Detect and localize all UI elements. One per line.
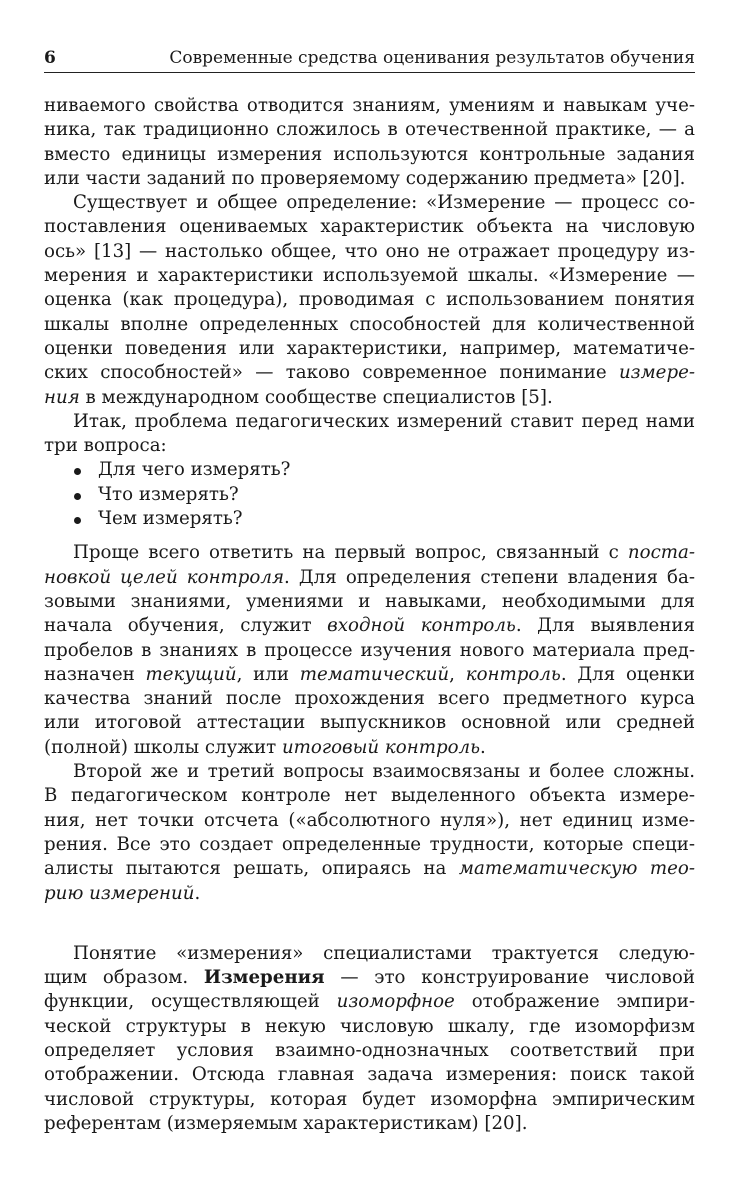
- text-line: отображении. Отсюда главная задача измерения: поиск такой: [44, 1064, 695, 1086]
- text-line: Существует и общее определение: «Измерение — процесс со-: [73, 192, 695, 214]
- text-line: числовой структуры, которая будет изоморфна эмпирическим: [44, 1088, 695, 1110]
- list-item: [44, 458, 695, 482]
- italic-term: ния: [44, 386, 80, 408]
- paragraph-5: [44, 760, 695, 906]
- text-run: — это конструирование числовой: [324, 967, 695, 989]
- text-line: шкалы вполне определенных способностей для количественной: [44, 313, 695, 335]
- paragraph-4: [44, 541, 695, 760]
- text-run: . Для выявления: [515, 615, 695, 637]
- text-line: [44, 566, 695, 590]
- running-title: Современные средства оценивания результатов обучения: [169, 48, 695, 68]
- text-line: ния, нет точки отсчета («абсолютного нуля»), нет единиц изме-: [44, 809, 695, 831]
- text-line: [44, 361, 695, 385]
- text-line: [44, 663, 695, 687]
- italic-term: измере-: [618, 362, 695, 384]
- text-line: [44, 857, 695, 881]
- paragraph-2: [44, 191, 695, 410]
- text-line: поставления оцениваемых характеристик объекта на числовую: [44, 216, 695, 238]
- text-run: алисты пытаются решать, опираясь на: [44, 858, 459, 880]
- text-line: определяет условия взаимно-однозначных соответствий при: [44, 1039, 695, 1061]
- text-line: Итак, проблема педагогических измерений ставит перед нами: [73, 410, 695, 432]
- text-line: [44, 966, 695, 990]
- text-run: . Для определения степени владения ба-: [284, 566, 695, 588]
- text-run: функции, осуществляющей: [44, 991, 337, 1013]
- text-run: Проще всего ответить на первый вопрос, связанный с: [73, 542, 628, 564]
- running-header: [44, 46, 695, 73]
- page-number: 6: [44, 48, 56, 68]
- text-line: оценки поведения или характеристики, например, математиче-: [44, 337, 695, 359]
- text-line: [44, 882, 695, 906]
- italic-term: итоговый контроль: [281, 736, 481, 758]
- bullet-icon: [74, 493, 81, 500]
- text-run: начала обучения, служит: [44, 615, 328, 637]
- italic-term: текущий: [145, 663, 237, 685]
- text-line: вместо единицы измерения используются контрольные задания: [44, 143, 695, 165]
- italic-term: контроль: [465, 663, 561, 685]
- text-line: В педагогическом контроле нет выделенного объекта измере-: [44, 785, 695, 807]
- text-line: оценка (как процедура), проводимая с использованием понятия: [44, 289, 695, 311]
- paragraph-3: [44, 410, 695, 459]
- text-run: назначен: [44, 663, 146, 685]
- text-line: [44, 386, 695, 410]
- question-list: [44, 458, 695, 531]
- text-run: отображение эмпири-: [454, 991, 695, 1013]
- list-item: [44, 483, 695, 507]
- text-line: Понятие «измерения» специалистами трактуется следую-: [73, 942, 695, 964]
- bullet-icon: [74, 468, 81, 475]
- italic-term: изоморфное: [336, 991, 455, 1013]
- text-line: пробелов в знаниях в процессе изучения нового материала пред-: [44, 639, 695, 661]
- text-run: , или: [236, 663, 300, 685]
- bold-term: Измерения: [203, 967, 325, 989]
- list-item-text: Для чего измерять?: [98, 459, 291, 481]
- bullet-icon: [74, 517, 81, 524]
- text-line: ниваемого свойства отводится знаниям, умениям и навыкам уче-: [44, 95, 695, 116]
- text-run: . Для оценки: [560, 663, 695, 685]
- text-line: [44, 541, 695, 565]
- paragraph-6: [44, 942, 695, 1136]
- text-line: [44, 614, 695, 638]
- text-line: [44, 990, 695, 1014]
- italic-term: математическую тео-: [458, 858, 695, 880]
- spacer: [44, 906, 695, 942]
- italic-term: поста-: [627, 542, 695, 564]
- text-line: Второй же и третий вопросы взаимосвязаны и более сложны.: [73, 761, 695, 783]
- text-line: или части заданий по проверяемому содержанию предмета» [20].: [44, 167, 686, 189]
- italic-term: новкой целей контроля: [44, 566, 285, 588]
- text-run: в международном сообществе специалистов [5].: [79, 386, 553, 408]
- text-line: мерения и характеристики используемой шкалы. «Измерение —: [44, 265, 695, 287]
- text-run: ,: [449, 663, 466, 685]
- italic-term: входной контроль: [327, 615, 516, 637]
- text-line: зовыми знаниями, умениями и навыками, необходимыми для: [44, 590, 695, 612]
- text-line: качества знаний после прохождения всего предметного курса: [44, 688, 695, 710]
- text-line: ческой структуры в некую числовую шкалу, где изоморфизм: [44, 1015, 695, 1037]
- text-run: .: [194, 882, 201, 904]
- text-line: или итоговой аттестации выпускников основной или средней: [44, 712, 695, 734]
- italic-term: рию измерений: [44, 882, 195, 904]
- text-run: (полной) школы служит: [44, 736, 282, 758]
- text-line: референтам (измеряемым характеристикам) [20].: [44, 1112, 528, 1134]
- text-line: [44, 736, 695, 760]
- text-run: щим образом.: [44, 967, 204, 989]
- italic-term: тематический: [299, 663, 450, 685]
- text-run: ских способностей» — таково современное понимание: [44, 362, 619, 384]
- text-line: ника, так традиционно сложилось в отечественной практике, — а: [44, 119, 695, 141]
- list-item-text: Что измерять?: [98, 483, 239, 505]
- list-item: [44, 507, 695, 531]
- text-line: ось» [13] — настолько общее, что оно не отражает процедуру из-: [44, 240, 695, 262]
- text-run: .: [480, 736, 486, 758]
- paragraph-1: [44, 94, 695, 191]
- text-line: рения. Все это создает определенные трудности, которые специ-: [44, 833, 695, 855]
- page-body: [44, 94, 695, 1136]
- text-line: три вопроса:: [44, 435, 167, 457]
- list-item-text: Чем измерять?: [98, 508, 243, 530]
- spacer: [44, 531, 695, 541]
